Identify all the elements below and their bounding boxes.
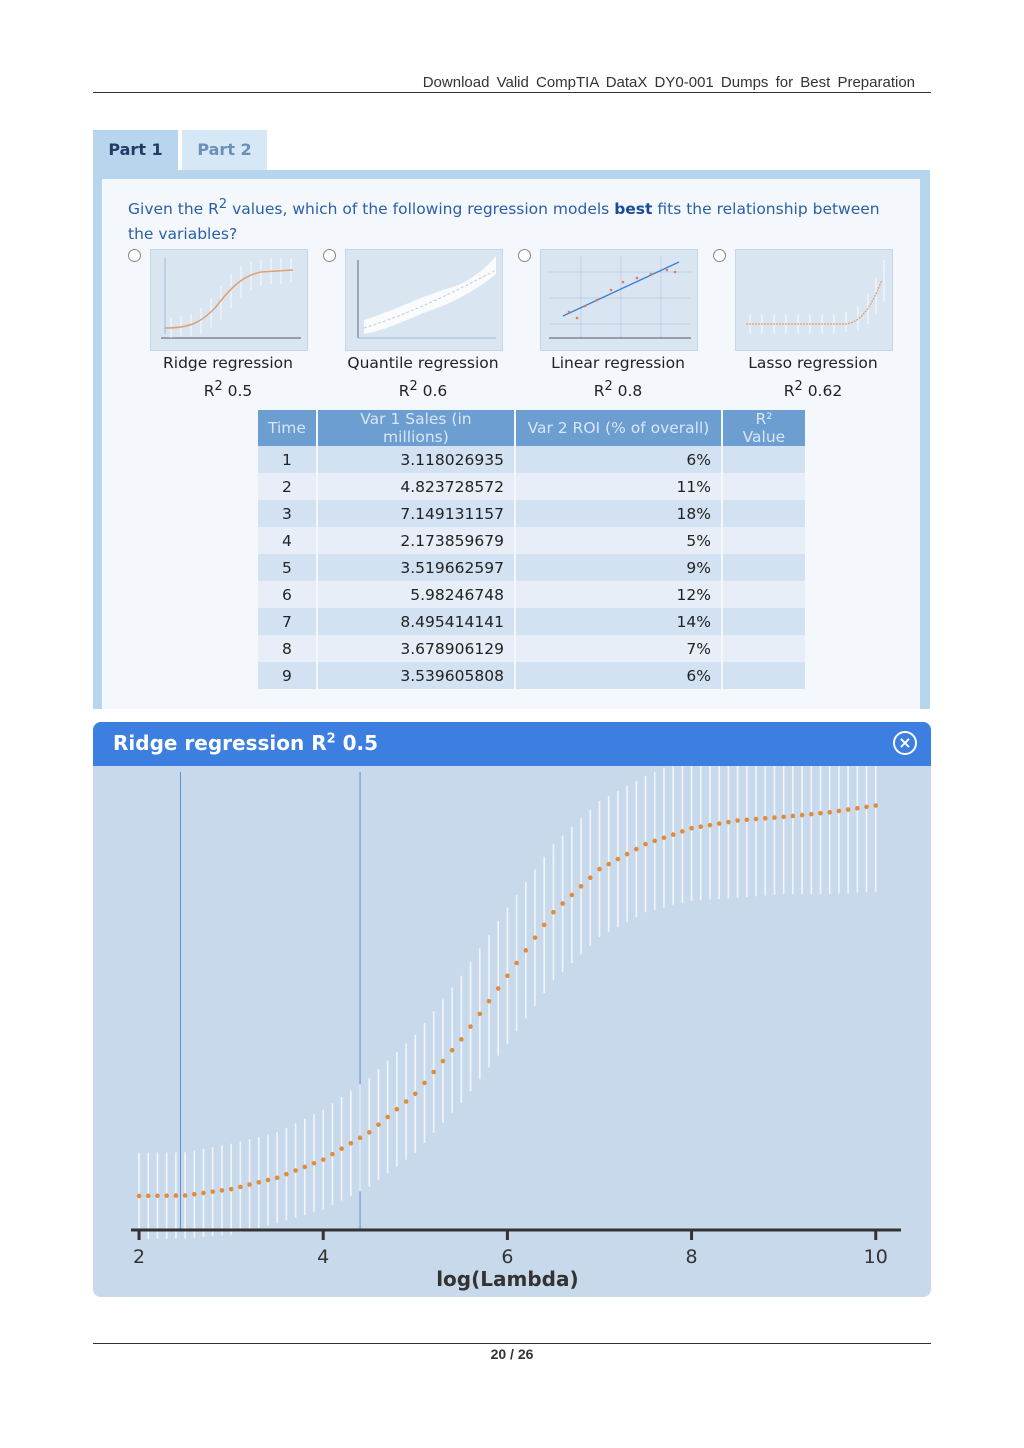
cell-roi: 12% [516,581,723,608]
data-point [266,1178,271,1183]
option-r2 [735,375,891,403]
data-point [164,1193,169,1198]
option-r2 [540,375,696,403]
data-point [837,809,842,814]
data-point [671,832,676,837]
data-point [772,815,777,820]
cell-time: 9 [258,662,318,689]
tab-part-1[interactable]: Part 1 [93,130,178,174]
thumbnail-lasso-chart[interactable] [735,249,893,351]
data-point [625,852,630,857]
x-tick-label: 6 [501,1246,514,1268]
data-point [376,1122,381,1127]
cell-roi: 7% [516,635,723,662]
data-point [431,1070,436,1075]
cell-sales: 3.539605808 [318,662,516,689]
data-point [229,1187,234,1192]
data-point [404,1099,409,1104]
data-point [183,1193,188,1198]
data-point [367,1130,372,1135]
data-point [312,1161,317,1166]
cell-time: 7 [258,608,318,635]
table-header-time: Time [258,410,318,446]
data-point [606,862,611,867]
cell-time: 8 [258,635,318,662]
data-point [800,813,805,818]
r2-prefix: R [783,382,795,401]
data-point [846,807,851,812]
data-point [385,1115,390,1120]
data-point [441,1059,446,1064]
table-header-sales: Var 1 Sales (in millions) [318,410,516,446]
table-header-row [258,410,807,446]
data-point [450,1048,455,1053]
r2-prefix: R [593,382,605,401]
data-point [781,815,786,820]
cell-sales: 7.149131157 [318,500,516,527]
table-row [258,581,807,608]
option-label-linear [540,351,696,403]
header-text: Download Valid CompTIA DataX DY0-001 Dumps for Best Preparation [422,74,915,91]
r2-superscript: 2 [214,379,223,394]
data-point [745,817,750,822]
data-point [717,821,722,826]
cell-sales: 3.519662597 [318,554,516,581]
radio-linear[interactable] [518,249,531,262]
data-point [155,1193,160,1198]
data-point [791,814,796,819]
option-name: Lasso regression [748,354,878,372]
cell-r2 [723,446,807,473]
document-header [93,70,931,93]
r2-value: 0.62 [802,382,843,401]
data-point [597,867,602,872]
page-number: 20 / 26 [490,1346,534,1362]
question-panel [93,170,930,709]
data-point [330,1152,335,1157]
data-point [680,829,685,834]
data-table [258,410,807,689]
thumbnail-linear-chart[interactable] [540,249,698,351]
data-point [358,1136,363,1141]
option-label-ridge [150,351,306,403]
data-point [652,839,657,844]
tab-part-2[interactable]: Part 2 [182,130,267,170]
table-row [258,500,807,527]
table-row [258,635,807,662]
data-point [533,935,538,940]
r2-superscript: 2 [794,379,803,394]
question-text-part: values, which of the following regression models [227,200,615,219]
cell-sales: 5.98246748 [318,581,516,608]
popup-title [113,731,378,755]
table-row [258,608,807,635]
data-point [818,811,823,816]
data-point [570,893,575,898]
cell-time: 1 [258,446,318,473]
data-point [293,1168,298,1173]
option-name: Ridge regression [163,354,293,372]
cell-r2 [723,635,807,662]
data-point [487,999,492,1004]
data-point [514,961,519,966]
cell-r2 [723,581,807,608]
data-point [395,1107,400,1112]
cell-time: 4 [258,527,318,554]
data-point [754,817,759,822]
cell-roi: 18% [516,500,723,527]
data-point [256,1180,261,1185]
data-point [689,826,694,831]
data-point [634,847,639,852]
cell-r2 [723,662,807,689]
cell-sales: 4.823728572 [318,473,516,500]
question-emphasis: best [614,200,653,219]
data-point [662,835,667,840]
x-axis-label: log(Lambda) [436,1267,579,1291]
data-point [643,842,648,847]
data-point [735,818,740,823]
option-name: Linear regression [551,354,685,372]
data-point [496,986,501,991]
radio-quantile[interactable] [323,249,336,262]
data-point [192,1192,197,1197]
data-point [275,1175,280,1180]
data-point [349,1141,354,1146]
data-point [413,1092,418,1097]
cell-r2 [723,500,807,527]
data-point [827,810,832,815]
data-point [220,1188,225,1193]
cell-time: 6 [258,581,318,608]
data-point [477,1012,482,1017]
data-point [698,824,703,829]
x-tick-label: 8 [685,1246,698,1268]
thumbnail-ridge-chart[interactable] [150,249,308,351]
data-point [855,806,860,811]
popup-title-value: 0.5 [335,731,379,755]
table-header-r2: R² Value [723,410,807,446]
question-text [128,192,898,247]
cell-roi: 11% [516,473,723,500]
data-point [809,812,814,817]
x-tick-label: 2 [132,1246,146,1268]
r2-value: 0.6 [417,382,448,401]
cell-roi: 5% [516,527,723,554]
option-r2 [345,375,501,403]
cell-roi: 6% [516,662,723,689]
popup-title-bar [93,722,931,766]
cell-r2 [723,527,807,554]
table-row [258,527,807,554]
cell-r2 [723,608,807,635]
option-label-quantile [345,351,501,403]
cell-time: 2 [258,473,318,500]
r2-value: 0.5 [222,382,253,401]
cell-r2 [723,473,807,500]
cell-roi: 14% [516,608,723,635]
table-body [258,446,807,689]
question-superscript: 2 [218,197,228,212]
data-point [146,1194,151,1199]
data-point [210,1189,215,1194]
question-text-part: fits the relationship between the variables? [128,200,880,244]
data-point [873,803,878,808]
data-point [321,1157,326,1162]
cell-time: 3 [258,500,318,527]
r2-prefix: R [203,382,215,401]
data-point [137,1194,142,1199]
cell-sales: 3.678906129 [318,635,516,662]
radio-ridge[interactable] [128,249,141,262]
x-tick-label: 10 [863,1246,888,1268]
data-point [238,1185,243,1190]
table-header-roi: Var 2 ROI (% of overall) [516,410,723,446]
data-point [763,816,768,821]
data-point [284,1172,289,1177]
table-row [258,554,807,581]
data-point [422,1081,427,1086]
data-point [201,1191,206,1196]
r2-superscript: 2 [409,379,418,394]
popup-title-superscript: 2 [326,731,336,747]
data-point [708,823,713,828]
cell-time: 5 [258,554,318,581]
option-label-lasso [735,351,891,403]
data-point [339,1146,344,1151]
cell-sales: 3.118026935 [318,446,516,473]
thumbnail-quantile-chart[interactable] [345,249,503,351]
r2-superscript: 2 [604,379,613,394]
data-point [459,1037,464,1042]
data-point [864,805,869,810]
document-footer-rule [93,1343,931,1344]
cell-sales: 8.495414141 [318,608,516,635]
ridge-chart [93,766,931,1297]
data-point [505,973,510,978]
data-point [588,875,593,880]
data-point [579,884,584,889]
r2-prefix: R [398,382,410,401]
data-point [174,1193,179,1198]
data-point [542,923,547,928]
option-name: Quantile regression [347,354,499,372]
cell-roi: 9% [516,554,723,581]
x-tick-label: 4 [317,1246,330,1268]
data-point [726,820,731,825]
option-r2 [150,375,306,403]
data-point [560,901,565,906]
table-row [258,662,807,689]
question-text-part: Given the R [128,200,219,219]
data-point [524,948,529,953]
question-content [102,179,920,709]
cell-r2 [723,554,807,581]
ridge-chart-svg [93,766,931,1297]
data-point [303,1165,308,1170]
table-row [258,473,807,500]
data-point [468,1024,473,1029]
r2-value: 0.8 [612,382,643,401]
table-row [258,446,807,473]
data-point [551,910,556,915]
cell-sales: 2.173859679 [318,527,516,554]
data-point [247,1182,252,1187]
radio-lasso[interactable] [713,249,726,262]
popup-title-text: Ridge regression R [113,731,327,755]
cell-roi: 6% [516,446,723,473]
close-circle-icon[interactable]: × [893,731,917,755]
chart-popup [93,722,931,1297]
data-point [616,857,621,862]
